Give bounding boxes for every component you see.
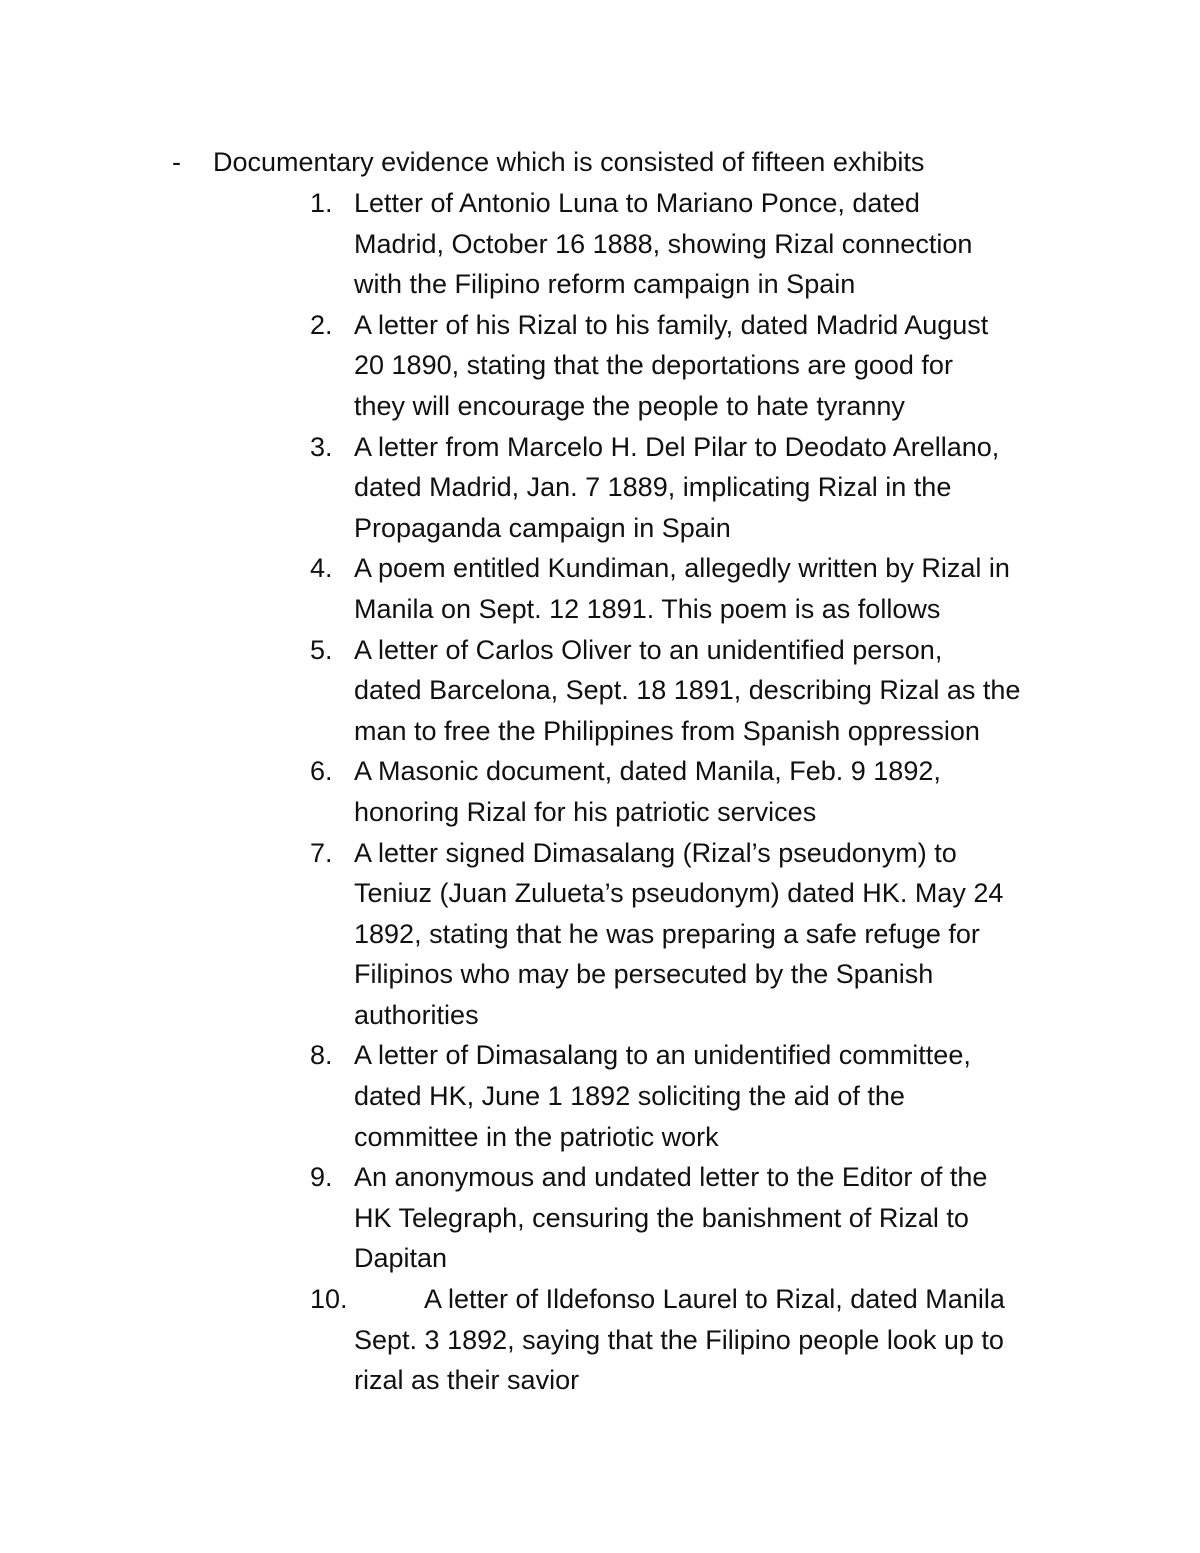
exhibit-item [310, 833, 1080, 1036]
exhibit-item [310, 630, 1080, 752]
exhibit-item [310, 1279, 1080, 1401]
exhibit-number: 3. [310, 431, 333, 462]
exhibit-list [310, 183, 1080, 1401]
exhibit-number: 6. [310, 756, 333, 787]
exhibit-line: authorities [354, 999, 479, 1030]
exhibit-line: man to free the Philippines from Spanish oppression [354, 715, 980, 746]
exhibit-line: Dapitan [354, 1243, 448, 1274]
exhibit-line: dated Madrid, Jan. 7 1889, implicating Rizal in the [354, 472, 952, 503]
exhibit-item [310, 548, 1080, 629]
exhibit-item [310, 427, 1080, 549]
exhibit-number: 2. [310, 309, 333, 340]
bullet-marker: - [172, 147, 181, 177]
exhibit-number: 10. [310, 1284, 348, 1315]
exhibit-number: 9. [310, 1162, 333, 1193]
exhibit-number: 5. [310, 634, 333, 665]
exhibit-line: Filipinos who may be persecuted by the Spanish [354, 959, 934, 990]
exhibit-line: A letter of his Rizal to his family, dated Madrid August [354, 309, 989, 340]
exhibit-line: they will encourage the people to hate tyranny [354, 390, 905, 421]
exhibit-line: committee in the patriotic work [354, 1121, 719, 1152]
exhibit-item [310, 305, 1080, 427]
exhibit-line: A letter of Ildefonso Laurel to Rizal, dated Manila [424, 1284, 1005, 1315]
exhibit-line: A letter of Carlos Oliver to an unidentified person, [354, 634, 943, 665]
heading-text: Documentary evidence which is consisted of fifteen exhibits [213, 147, 925, 177]
exhibit-number: 1. [310, 188, 333, 218]
exhibit-item [310, 183, 1080, 305]
exhibit-line: Letter of Antonio Luna to Mariano Ponce, dated [354, 188, 920, 218]
exhibit-line: Propaganda campaign in Spain [354, 512, 731, 543]
exhibit-line: Manila on Sept. 12 1891. This poem is as follows [354, 593, 941, 624]
exhibit-line: dated HK, June 1 1892 soliciting the aid of the [354, 1081, 905, 1112]
exhibit-number: 4. [310, 553, 333, 584]
exhibit-line: A letter from Marcelo H. Del Pilar to Deodato Arellano, [354, 431, 1000, 462]
exhibit-line: honoring Rizal for his patriotic services [354, 796, 817, 827]
exhibit-line: Teniuz (Juan Zulueta’s pseudonym) dated HK. May 24 [354, 878, 1004, 909]
exhibit-line: Madrid, October 16 1888, showing Rizal connection [354, 228, 973, 259]
exhibit-number: 8. [310, 1040, 333, 1071]
exhibit-item [310, 1157, 1080, 1279]
exhibit-item [310, 1035, 1080, 1157]
exhibit-line: 1892, stating that he was preparing a safe refuge for [354, 918, 980, 949]
exhibit-line: 20 1890, stating that the deportations are good for [354, 350, 953, 381]
exhibit-line: rizal as their savior [354, 1365, 580, 1396]
exhibit-line: A poem entitled Kundiman, allegedly written by Rizal in [354, 553, 1010, 584]
exhibit-line: An anonymous and undated letter to the Editor of the [354, 1162, 988, 1193]
exhibit-item [310, 751, 1080, 832]
exhibit-line: A Masonic document, dated Manila, Feb. 9 1892, [354, 756, 941, 787]
exhibit-line: HK Telegraph, censuring the banishment of Rizal to [354, 1202, 969, 1233]
exhibit-line: A letter signed Dimasalang (Rizal’s pseudonym) to [354, 837, 957, 868]
exhibit-line: with the Filipino reform campaign in Spain [354, 269, 856, 300]
exhibit-number: 7. [310, 837, 333, 868]
exhibit-line: Sept. 3 1892, saying that the Filipino people look up to [354, 1324, 1004, 1355]
exhibit-line: dated Barcelona, Sept. 18 1891, describing Rizal as the [354, 675, 1021, 706]
exhibit-line: A letter of Dimasalang to an unidentified committee, [354, 1040, 971, 1071]
